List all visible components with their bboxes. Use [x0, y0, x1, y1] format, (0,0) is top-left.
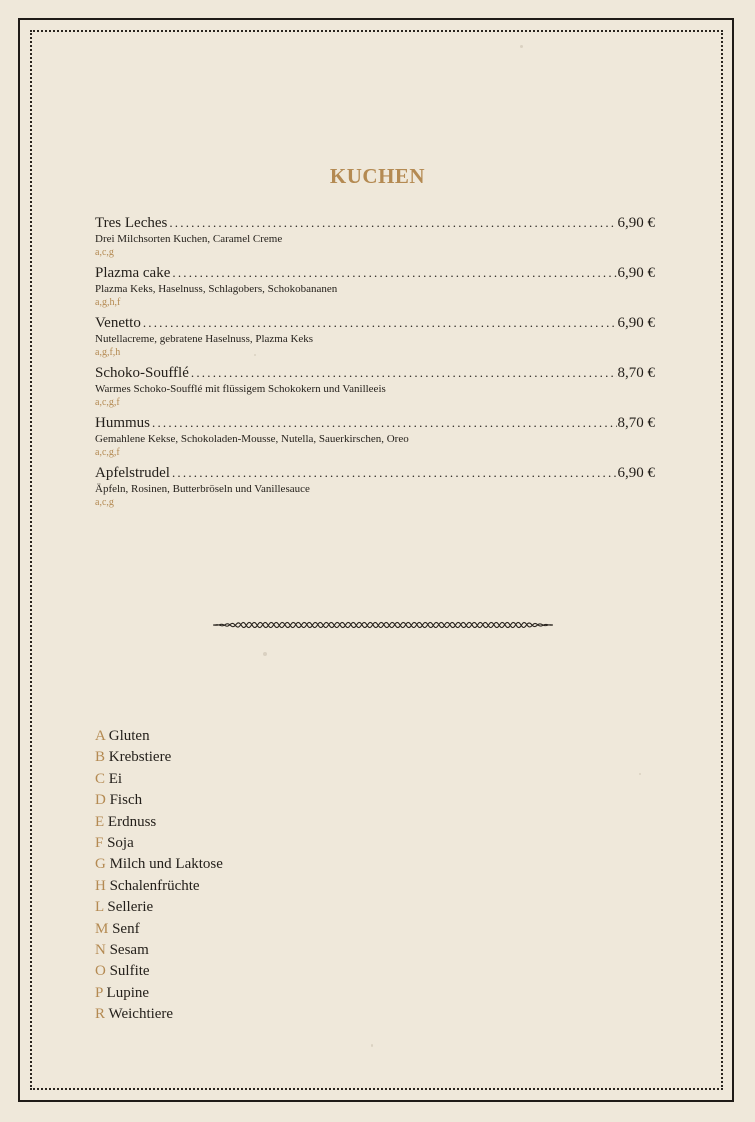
- menu-item-line: [95, 213, 655, 232]
- item-description: Gemahlene Kekse, Schokoladen-Mousse, Nutella, Sauerkirschen, Oreo: [95, 433, 409, 445]
- dot-leader: [172, 463, 617, 482]
- legend-item: [95, 876, 223, 897]
- item-name: Schoko-Soufflé: [95, 365, 189, 381]
- legend-letter: F: [95, 834, 104, 851]
- legend-item: [95, 983, 223, 1004]
- menu-item: [95, 363, 655, 413]
- legend-item: [95, 790, 223, 811]
- item-price: 6,90 €: [617, 315, 655, 331]
- legend-item: [95, 854, 223, 875]
- legend-letter: M: [95, 920, 109, 937]
- legend-letter: B: [95, 749, 106, 766]
- menu-item: [95, 313, 655, 363]
- legend-label: Fisch: [109, 792, 143, 809]
- item-description: Nutellacreme, gebratene Haselnuss, Plazma Keks: [95, 333, 314, 345]
- dot-leader: [152, 413, 616, 432]
- legend-item: [95, 961, 223, 982]
- item-name: Apfelstrudel: [95, 465, 170, 481]
- legend-letter: H: [95, 877, 106, 894]
- legend-label: Sulfite: [109, 963, 150, 980]
- item-allergens: a,g,f,h: [95, 347, 121, 358]
- legend-label: Weichtiere: [108, 1006, 174, 1023]
- legend-label: Sesam: [109, 941, 149, 958]
- item-description: Plazma Keks, Haselnuss, Schlagobers, Schokobananen: [95, 283, 338, 295]
- legend-letter: R: [95, 1006, 106, 1023]
- dot-leader: [172, 263, 616, 282]
- legend-item: [95, 897, 223, 918]
- menu-item: [95, 213, 655, 263]
- item-name: Plazma cake: [95, 265, 171, 281]
- dot-leader: [169, 213, 616, 232]
- menu-item-line: [95, 363, 655, 382]
- legend-label: Ei: [108, 770, 123, 787]
- legend-letter: G: [95, 856, 106, 873]
- item-name: Tres Leches: [95, 215, 168, 231]
- legend-label: Lupine: [106, 984, 150, 1001]
- legend-label: Soja: [107, 834, 134, 851]
- legend-label: Milch und Laktose: [109, 856, 223, 873]
- item-allergens: a,c,g,f: [95, 397, 120, 408]
- item-allergens: a,c,g,f: [95, 447, 120, 458]
- legend-item: [95, 726, 223, 747]
- legend-letter: D: [95, 792, 106, 809]
- legend-label: Krebstiere: [108, 749, 172, 766]
- allergen-legend: [95, 726, 223, 1025]
- legend-letter: L: [95, 899, 104, 916]
- legend-label: Gluten: [108, 728, 150, 744]
- legend-letter: E: [95, 813, 105, 830]
- legend-item: [95, 833, 223, 854]
- legend-letter: P: [95, 984, 103, 1001]
- legend-label: Sellerie: [107, 899, 154, 916]
- legend-item: [95, 919, 223, 940]
- menu-item-line: [95, 313, 655, 332]
- legend-item: [95, 940, 223, 961]
- legend-letter: A: [95, 728, 106, 744]
- menu-item: [95, 463, 655, 513]
- legend-label: Erdnuss: [107, 813, 157, 830]
- dot-leader: [191, 363, 617, 382]
- menu-item-line: [95, 463, 655, 482]
- menu-item: [95, 263, 655, 313]
- menu-item-line: [95, 263, 655, 282]
- item-allergens: a,c,g: [95, 247, 114, 258]
- section-title: KUCHEN: [329, 164, 426, 188]
- menu-list: [95, 213, 655, 513]
- item-price: 8,70 €: [617, 415, 655, 431]
- legend-label: Senf: [112, 920, 140, 937]
- item-price: 6,90 €: [617, 265, 655, 281]
- item-price: 8,70 €: [617, 365, 655, 381]
- item-description: Äpfeln, Rosinen, Butterbröseln und Vanillesauce: [95, 483, 310, 495]
- legend-item: [95, 747, 223, 768]
- item-name: Venetto: [95, 315, 141, 331]
- legend-item: [95, 1004, 223, 1025]
- menu-item: [95, 413, 655, 463]
- legend-letter: O: [95, 963, 106, 980]
- item-allergens: a,c,g: [95, 497, 114, 508]
- item-price: 6,90 €: [617, 215, 655, 231]
- legend-item: [95, 812, 223, 833]
- item-price: 6,90 €: [617, 465, 655, 481]
- item-name: Hummus: [95, 415, 151, 431]
- legend-letter: C: [95, 770, 106, 787]
- item-allergens: a,g,h,f: [95, 297, 121, 308]
- item-description: Drei Milchsorten Kuchen, Caramel Creme: [95, 233, 283, 245]
- legend-item: [95, 769, 223, 790]
- legend-label: Schalenfrüchte: [109, 877, 200, 894]
- legend-letter: N: [95, 941, 106, 958]
- menu-item-line: [95, 413, 655, 432]
- dot-leader: [143, 313, 617, 332]
- wavy-divider: [213, 617, 553, 633]
- item-description: Warmes Schoko-Soufflé mit flüssigem Schokokern und Vanilleeis: [95, 383, 386, 395]
